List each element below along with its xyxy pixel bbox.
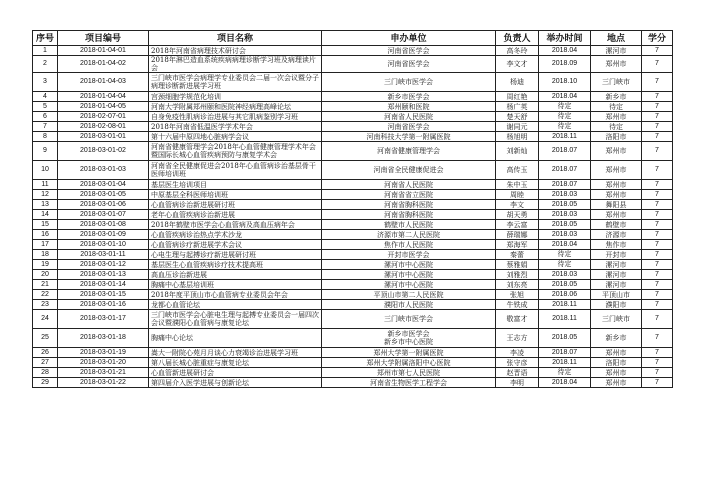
cell-credits: 7 [642,348,673,358]
cell-credits: 7 [642,200,673,210]
cell-credits: 7 [642,329,673,348]
cell-credits: 7 [642,56,673,73]
cell-date: 2018.05 [539,220,591,230]
cell-project-name: 中原基层全科医师培训班 [149,190,322,200]
cell-organizer: 濮阳市人民医院 [322,300,496,310]
cell-leader: 周睦 [496,190,539,200]
cell-organizer: 三门峡市医学会 [322,310,496,329]
cell-location: 三门峡市 [591,73,642,92]
cell-index: 12 [33,190,58,200]
cell-project-name: 胸痛中心基层培训班 [149,280,322,290]
cell-leader: 周红艳 [496,92,539,102]
cell-project-id: 2018-01-04-04 [58,92,149,102]
cell-location: 郑州市 [591,368,642,378]
project-table [32,30,673,388]
cell-date: 2018.04 [539,92,591,102]
cell-leader: 李文 [496,200,539,210]
cell-location: 郑州市 [591,112,642,122]
cell-project-name: 三门峡市医学会心脏电生理与起搏专业委员会一届四次会议暨濮阳心血管病与康复论坛 [149,310,322,329]
header-row [33,31,673,46]
table-row [33,142,673,161]
table-row [33,46,673,56]
cell-organizer: 河南省生物医学工程学会 [322,378,496,388]
cell-credits: 7 [642,368,673,378]
cell-leader: 薛瑞娜 [496,230,539,240]
cell-leader: 楚天舒 [496,112,539,122]
cell-location: 开封市 [591,250,642,260]
cell-project-name: 心血管病诊疗新进展学术会议 [149,240,322,250]
cell-date: 2018.09 [539,56,591,73]
cell-credits: 7 [642,132,673,142]
cell-index: 15 [33,220,58,230]
cell-leader: 李明 [496,378,539,388]
cell-organizer: 漯河市中心医院 [322,280,496,290]
cell-leader: 蔡雅娟 [496,260,539,270]
cell-organizer: 河南省医学会 [322,46,496,56]
cell-index: 28 [33,368,58,378]
cell-credits: 7 [642,122,673,132]
cell-index: 10 [33,161,58,180]
cell-credits: 7 [642,190,673,200]
cell-date: 2018.11 [539,358,591,368]
cell-project-id: 2018-03-01-03 [58,161,149,180]
cell-leader: 谢同元 [496,122,539,132]
cell-project-id: 2018-03-01-05 [58,190,149,200]
cell-leader: 赵晋语 [496,368,539,378]
cell-index: 5 [33,102,58,112]
cell-credits: 7 [642,290,673,300]
cell-leader: 王志方 [496,329,539,348]
cell-project-id: 2018-03-01-10 [58,240,149,250]
cell-index: 27 [33,358,58,368]
cell-location: 郑州市 [591,378,642,388]
cell-index: 22 [33,290,58,300]
table-row [33,280,673,290]
cell-index: 3 [33,73,58,92]
table-row [33,300,673,310]
cell-location: 鹤壁市 [591,220,642,230]
cell-location: 待定 [591,122,642,132]
table-row [33,210,673,220]
cell-project-name: 基层医生心血管疾病诊疗技术提高班 [149,260,322,270]
cell-date: 2018.06 [539,290,591,300]
cell-date: 待定 [539,112,591,122]
cell-credits: 7 [642,46,673,56]
cell-index: 24 [33,310,58,329]
cell-index: 2 [33,56,58,73]
cell-index: 16 [33,230,58,240]
cell-date: 2018.03 [539,270,591,280]
col-header-location: 地点 [591,31,642,46]
cell-location: 洛阳市 [591,132,642,142]
cell-project-name: 心血管新进展研讨会 [149,368,322,378]
cell-leader: 高冬玲 [496,46,539,56]
cell-credits: 7 [642,280,673,290]
cell-date: 2018.03 [539,210,591,220]
cell-date: 2018.11 [539,132,591,142]
cell-location: 漯河市 [591,270,642,280]
cell-project-name: 心血管病诊治新进展研讨班 [149,200,322,210]
table-row [33,102,673,112]
cell-index: 14 [33,210,58,220]
cell-project-name: 河南省全民健康促进会2018年心血管病诊治基层骨干医师培训班 [149,161,322,180]
table-row [33,122,673,132]
cell-leader: 杨旭明 [496,132,539,142]
cell-leader: 张旭 [496,290,539,300]
cell-credits: 7 [642,180,673,190]
cell-index: 6 [33,112,58,122]
cell-location: 舞阳县 [591,200,642,210]
cell-project-id: 2018-02-07-01 [58,112,149,122]
cell-organizer: 河南科技大学第一附属医院 [322,132,496,142]
cell-leader: 李凌 [496,348,539,358]
cell-organizer: 河南省胸科医院 [322,210,496,220]
cell-organizer: 河南省健康管理学会 [322,142,496,161]
cell-organizer: 三门峡市医学会 [322,73,496,92]
cell-project-id: 2018-03-01-14 [58,280,149,290]
cell-date: 2018.11 [539,310,591,329]
cell-leader: 李文才 [496,56,539,73]
cell-credits: 7 [642,112,673,122]
cell-project-id: 2018-01-04-01 [58,46,149,56]
cell-location: 新乡市 [591,329,642,348]
cell-project-name: 2018年河南省低温医学学术年会 [149,122,322,132]
cell-project-name: 2018年河南省病理技术研讨会 [149,46,322,56]
cell-project-id: 2018-03-01-21 [58,368,149,378]
cell-credits: 7 [642,230,673,240]
table-row [33,260,673,270]
cell-project-id: 2018-03-01-12 [58,260,149,270]
cell-project-id: 2018-03-01-19 [58,348,149,358]
table-row [33,310,673,329]
table-row [33,73,673,92]
cell-credits: 7 [642,102,673,112]
col-header-project-id: 项目编号 [58,31,149,46]
cell-index: 25 [33,329,58,348]
cell-project-name: 第四届介入医学进展与创新论坛 [149,378,322,388]
cell-project-id: 2018-03-01-06 [58,200,149,210]
cell-project-name: 心血管疾病诊治热点学术沙龙 [149,230,322,240]
table-row [33,378,673,388]
col-header-project-name: 项目名称 [149,31,322,46]
cell-location: 郑州市 [591,56,642,73]
cell-organizer: 郑州颐和医院 [322,102,496,112]
cell-organizer: 河南省全民健康促进会 [322,161,496,180]
cell-project-id: 2018-03-01-07 [58,210,149,220]
table-row [33,290,673,300]
cell-leader: 牛铁成 [496,300,539,310]
cell-location: 新乡市 [591,92,642,102]
cell-organizer: 河南省人民医院 [322,180,496,190]
cell-date: 2018.04 [539,240,591,250]
cell-location: 郑州市 [591,190,642,200]
cell-leader: 杨广英 [496,102,539,112]
cell-organizer: 济源市第二人民医院 [322,230,496,240]
cell-project-id: 2018-03-01-16 [58,300,149,310]
cell-location: 洛阳市 [591,358,642,368]
table-row [33,92,673,102]
cell-leader: 胡天勇 [496,210,539,220]
cell-organizer: 漯河市中心医院 [322,270,496,280]
cell-date: 待定 [539,368,591,378]
cell-date: 2018.05 [539,329,591,348]
cell-organizer: 河南省人民医院 [322,112,496,122]
cell-credits: 7 [642,240,673,250]
cell-organizer: 郑州大学第一附属医院 [322,348,496,358]
cell-project-name: 2018年度平顶山市心血管病专业委员会年会 [149,290,322,300]
col-header-organizer: 申办单位 [322,31,496,46]
cell-project-name: 老年心血管疾病诊治新进展 [149,210,322,220]
cell-credits: 7 [642,161,673,180]
cell-project-name: 基层医生培训项目 [149,180,322,190]
cell-credits: 7 [642,210,673,220]
cell-credits: 7 [642,250,673,260]
table-row [33,56,673,73]
table-row [33,180,673,190]
cell-date: 待定 [539,122,591,132]
cell-leader: 李云富 [496,220,539,230]
cell-project-id: 2018-03-01-08 [58,220,149,230]
cell-date: 2018.10 [539,73,591,92]
cell-project-name: 河南省健康管理学会2018年心血管健康管理学术年会暨国际长城心血管疾病预防与康复学术会 [149,142,322,161]
cell-date: 2018.04 [539,46,591,56]
cell-credits: 7 [642,142,673,161]
cell-leader: 刘新灿 [496,142,539,161]
cell-date: 2018.05 [539,200,591,210]
cell-project-id: 2018-03-01-20 [58,358,149,368]
cell-project-name: 三门峡市医学会病理学专业委员会二届一次会议暨分子病理诊断新进展学习班 [149,73,322,92]
cell-project-name: 2018年鹤壁市医学会心血管病及高血压病年会 [149,220,322,230]
cell-credits: 7 [642,310,673,329]
cell-project-name: 第十六届中原四地心脏病学会议 [149,132,322,142]
cell-project-id: 2018-03-01-18 [58,329,149,348]
cell-credits: 7 [642,73,673,92]
cell-index: 7 [33,122,58,132]
cell-date: 2018.07 [539,180,591,190]
cell-location: 待定 [591,102,642,112]
table-row [33,200,673,210]
cell-credits: 7 [642,358,673,368]
cell-index: 26 [33,348,58,358]
table-row [33,368,673,378]
table-row [33,348,673,358]
table-row [33,190,673,200]
cell-index: 11 [33,180,58,190]
cell-date: 2018.05 [539,280,591,290]
cell-leader: 刘雅烈 [496,270,539,280]
col-header-credits: 学分 [642,31,673,46]
cell-organizer: 新乡市医学会 [322,92,496,102]
cell-project-id: 2018-03-01-02 [58,142,149,161]
cell-project-id: 2018-03-01-11 [58,250,149,260]
cell-location: 漯河市 [591,46,642,56]
cell-index: 13 [33,200,58,210]
cell-credits: 7 [642,378,673,388]
cell-organizer: 鹤壁市人民医院 [322,220,496,230]
cell-organizer: 漯河市中心医院 [322,260,496,270]
cell-index: 19 [33,260,58,270]
cell-organizer: 焦作市人民医院 [322,240,496,250]
cell-project-id: 2018-03-01-17 [58,310,149,329]
table-row [33,230,673,240]
cell-project-name: 河南大学附属郑州颐和医院神经病理高峰论坛 [149,102,322,112]
cell-project-name: 心电生理与起搏诊疗新进展研讨班 [149,250,322,260]
cell-leader: 郑海军 [496,240,539,250]
cell-leader: 杨迪 [496,73,539,92]
cell-index: 1 [33,46,58,56]
cell-project-id: 2018-03-01-15 [58,290,149,300]
cell-project-name: 胸痛中心论坛 [149,329,322,348]
cell-project-name: 2018年淋巴造血系统疾病病理诊断学习班及病理读片会 [149,56,322,73]
table-row [33,329,673,348]
cell-leader: 朱中玉 [496,180,539,190]
cell-project-id: 2018-01-04-05 [58,102,149,112]
cell-location: 平顶山市 [591,290,642,300]
cell-project-id: 2018-03-01-04 [58,180,149,190]
cell-project-name: 第八届长城心脏重症与康复论坛 [149,358,322,368]
table-row [33,161,673,180]
table-row [33,270,673,280]
cell-location: 郑州市 [591,210,642,220]
cell-organizer: 新乡市医学会 新乡市中心医院 [322,329,496,348]
table-row [33,240,673,250]
table-row [33,132,673,142]
cell-date: 2018.11 [539,300,591,310]
col-header-date: 举办时间 [539,31,591,46]
cell-project-id: 2018-03-01-22 [58,378,149,388]
cell-index: 4 [33,92,58,102]
cell-index: 8 [33,132,58,142]
cell-leader: 张守彦 [496,358,539,368]
cell-project-name: 嵩大一附院心苑月月谈心力衰竭诊治进展学习班 [149,348,322,358]
cell-credits: 7 [642,270,673,280]
cell-project-id: 2018-03-01-01 [58,132,149,142]
cell-project-id: 2018-03-01-13 [58,270,149,280]
cell-index: 29 [33,378,58,388]
cell-credits: 7 [642,92,673,102]
cell-leader: 高传玉 [496,161,539,180]
cell-organizer: 河南省医学会 [322,122,496,132]
cell-leader: 敬富才 [496,310,539,329]
cell-location: 漯河市 [591,280,642,290]
col-header-leader: 负责人 [496,31,539,46]
cell-project-id: 2018-01-04-02 [58,56,149,73]
table-row [33,220,673,230]
cell-credits: 7 [642,260,673,270]
cell-index: 18 [33,250,58,260]
cell-project-id: 2018-01-04-03 [58,73,149,92]
cell-organizer: 河南省医学会 [322,56,496,73]
cell-organizer: 郑州市第七人民医院 [322,368,496,378]
cell-date: 2018.07 [539,348,591,358]
col-header-index: 序号 [33,31,58,46]
cell-date: 2018.07 [539,161,591,180]
cell-organizer: 河南省省立医院 [322,190,496,200]
table-row [33,358,673,368]
table-row [33,250,673,260]
cell-date: 2018.04 [539,378,591,388]
cell-organizer: 郑州大学附属洛阳中心医院 [322,358,496,368]
cell-date: 待定 [539,102,591,112]
cell-project-name: 高血压诊治新进展 [149,270,322,280]
cell-index: 20 [33,270,58,280]
cell-organizer: 河南省胸科医院 [322,200,496,210]
cell-index: 17 [33,240,58,250]
cell-credits: 7 [642,300,673,310]
cell-location: 济源市 [591,230,642,240]
cell-project-name: 龙都心血管论坛 [149,300,322,310]
cell-location: 漯河市 [591,260,642,270]
cell-index: 23 [33,300,58,310]
cell-location: 郑州市 [591,180,642,190]
cell-project-id: 2018-03-01-09 [58,230,149,240]
cell-location: 郑州市 [591,142,642,161]
cell-credits: 7 [642,220,673,230]
cell-organizer: 开封市医学会 [322,250,496,260]
cell-date: 2018.03 [539,190,591,200]
table-row [33,112,673,122]
cell-location: 三门峡市 [591,310,642,329]
cell-project-name: 自身免疫性肌病诊治进展与其它肌病鉴别学习班 [149,112,322,122]
cell-location: 郑州市 [591,348,642,358]
cell-project-id: 2018-02-08-01 [58,122,149,132]
cell-project-name: 宫颈细胞学规范化培训 [149,92,322,102]
cell-leader: 刘东亮 [496,280,539,290]
cell-location: 濮阳市 [591,300,642,310]
cell-date: 2018.07 [539,142,591,161]
cell-date: 2018.03 [539,230,591,240]
cell-index: 21 [33,280,58,290]
cell-leader: 秦蕾 [496,250,539,260]
cell-date: 待定 [539,260,591,270]
cell-index: 9 [33,142,58,161]
cell-location: 焦作市 [591,240,642,250]
cell-date: 待定 [539,250,591,260]
cell-location: 郑州市 [591,161,642,180]
cell-organizer: 平顶山市第二人民医院 [322,290,496,300]
